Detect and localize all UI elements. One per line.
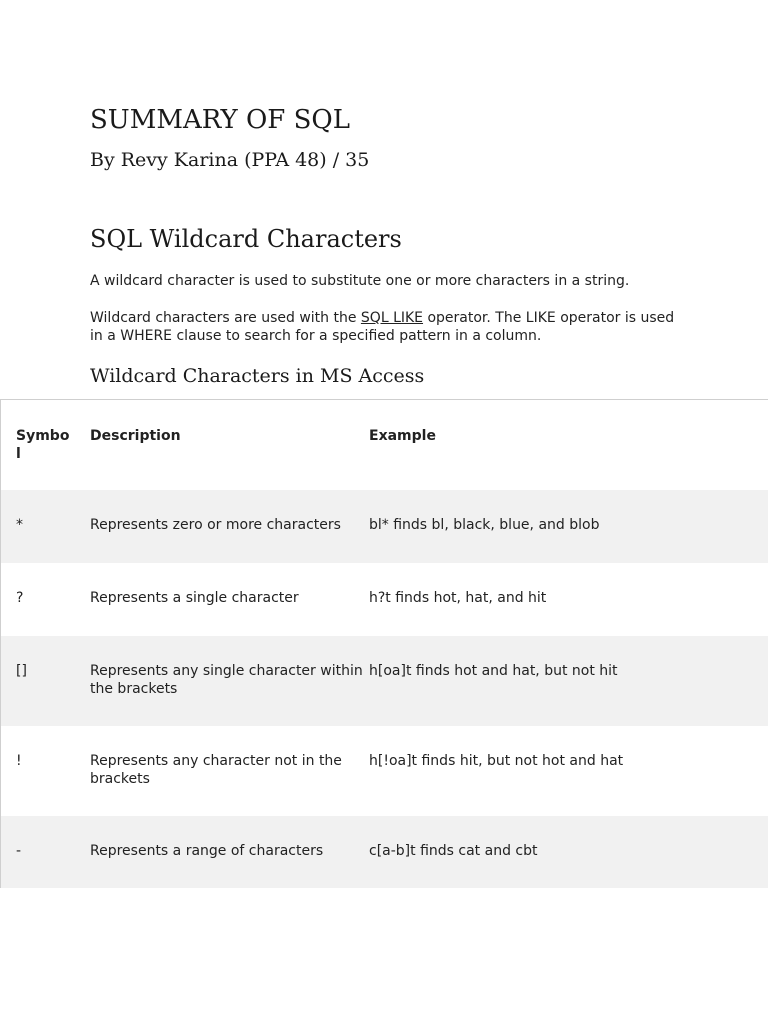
table-row bbox=[1, 490, 768, 563]
cell-description: Represents a single character bbox=[90, 590, 299, 606]
para-text-after-link: operator. The LIKE operator is used in a WHERE clause to search for a specified pattern in a column. bbox=[90, 310, 675, 344]
table-row bbox=[1, 636, 768, 726]
document-subtitle: By Revy Karina (PPA 48) / 35 bbox=[90, 149, 370, 171]
header-example: Example bbox=[369, 428, 436, 444]
cell-description: Represents any single character within the brackets bbox=[90, 663, 363, 697]
sql-like-link[interactable]: SQL LIKE bbox=[360, 310, 424, 326]
cell-symbol: * bbox=[16, 517, 23, 533]
table-row bbox=[1, 563, 768, 636]
cell-description: Represents a range of characters bbox=[90, 843, 324, 859]
cell-example: h[!oa]t finds hit, but not hot and hat bbox=[369, 753, 624, 769]
table-row bbox=[1, 726, 768, 816]
wildcard-table bbox=[1, 400, 768, 888]
para-text-before-link: Wildcard characters are used with the bbox=[90, 310, 361, 326]
table-heading: Wildcard Characters in MS Access bbox=[90, 365, 425, 387]
cell-example: h?t finds hot, hat, and hit bbox=[369, 590, 547, 606]
table-row bbox=[1, 816, 768, 888]
header-symbol bbox=[1, 400, 90, 490]
cell-example: h[oa]t finds hot and hat, but not hit bbox=[369, 663, 618, 679]
cell-example: c[a-b]t finds cat and cbt bbox=[369, 843, 538, 859]
document-title: SUMMARY OF SQL bbox=[90, 105, 350, 135]
cell-example: bl* finds bl, black, blue, and blob bbox=[369, 517, 600, 533]
cell-symbol: ? bbox=[16, 590, 24, 606]
header-symbol-label: Symbol bbox=[16, 428, 70, 462]
cell-symbol: [] bbox=[16, 663, 27, 679]
section-heading: SQL Wildcard Characters bbox=[90, 225, 402, 253]
header-description: Description bbox=[90, 428, 181, 444]
table-header-row bbox=[1, 400, 768, 490]
like-operator-paragraph bbox=[90, 309, 690, 345]
intro-paragraph: A wildcard character is used to substitute one or more characters in a string. bbox=[90, 273, 630, 289]
cell-description: Represents zero or more characters bbox=[90, 517, 341, 533]
wildcard-table-container bbox=[0, 399, 768, 888]
cell-symbol: - bbox=[16, 843, 22, 859]
cell-symbol: ! bbox=[16, 753, 22, 769]
cell-description: Represents any character not in the brackets bbox=[90, 753, 342, 787]
